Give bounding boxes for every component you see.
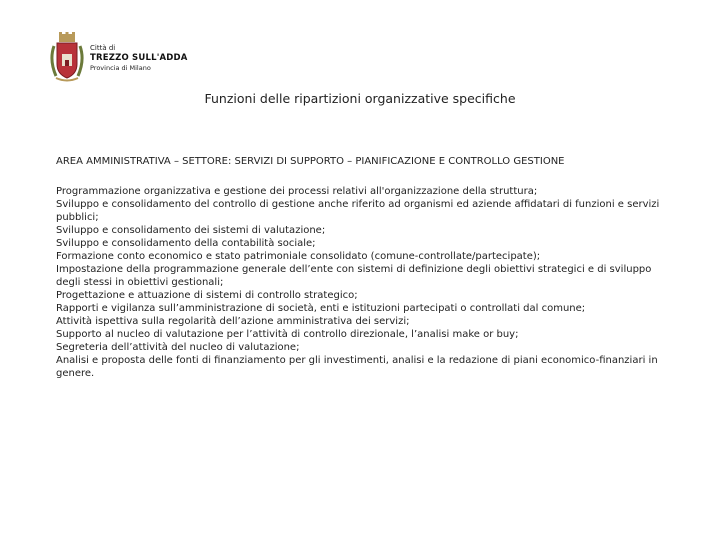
page-title: Funzioni delle ripartizioni organizzative specifiche bbox=[204, 91, 516, 106]
list-item: Sviluppo e consolidamento del controllo di gestione anche riferito ad organismi ed aziende affidatari di funzioni e servizi pubblici; bbox=[56, 199, 660, 223]
list-item: Progettazione e attuazione di sistemi di controllo strategico; bbox=[56, 290, 358, 301]
list-item: Programmazione organizzativa e gestione dei processi relativi all'organizzazione della struttura; bbox=[56, 186, 538, 197]
logo-province: Provincia di Milano bbox=[90, 64, 151, 72]
logo-city-name: TREZZO SULL'ADDA bbox=[90, 53, 188, 63]
functions-list bbox=[56, 185, 666, 380]
municipal-logo bbox=[48, 32, 188, 84]
logo-city-label: Città di bbox=[90, 44, 116, 52]
list-item: Attività ispettiva sulla regolarità dell’azione amministrativa dei servizi; bbox=[56, 316, 410, 327]
list-item: Formazione conto economico e stato patrimoniale consolidato (comune-controllate/partecipate); bbox=[56, 251, 541, 262]
section-header: AREA AMMINISTRATIVA – SETTORE: SERVIZI DI SUPPORTO – PIANIFICAZIONE E CONTROLLO GESTIONE bbox=[56, 156, 565, 167]
list-item: Rapporti e vigilanza sull’amministrazione di società, enti e istituzioni partecipati o controllati dal comune; bbox=[56, 303, 586, 314]
list-item: Impostazione della programmazione generale dell’ente con sistemi di definizione degli obiettivi strategici e di sviluppo degli stessi in obiettivi gestionali; bbox=[56, 264, 652, 288]
list-item: Sviluppo e consolidamento della contabilità sociale; bbox=[56, 238, 316, 249]
list-item: Segreteria dell’attività del nucleo di valutazione; bbox=[56, 342, 300, 353]
list-item: Sviluppo e consolidamento dei sistemi di valutazione; bbox=[56, 225, 326, 236]
logo-text bbox=[90, 43, 188, 73]
list-item: Analisi e proposta delle fonti di finanziamento per gli investimenti, analisi e la redazione di piani economico-finanziari in genere. bbox=[56, 355, 658, 379]
list-item: Supporto al nucleo di valutazione per l’attività di controllo direzionale, l’analisi make or buy; bbox=[56, 329, 519, 340]
coat-of-arms-icon bbox=[48, 32, 86, 84]
